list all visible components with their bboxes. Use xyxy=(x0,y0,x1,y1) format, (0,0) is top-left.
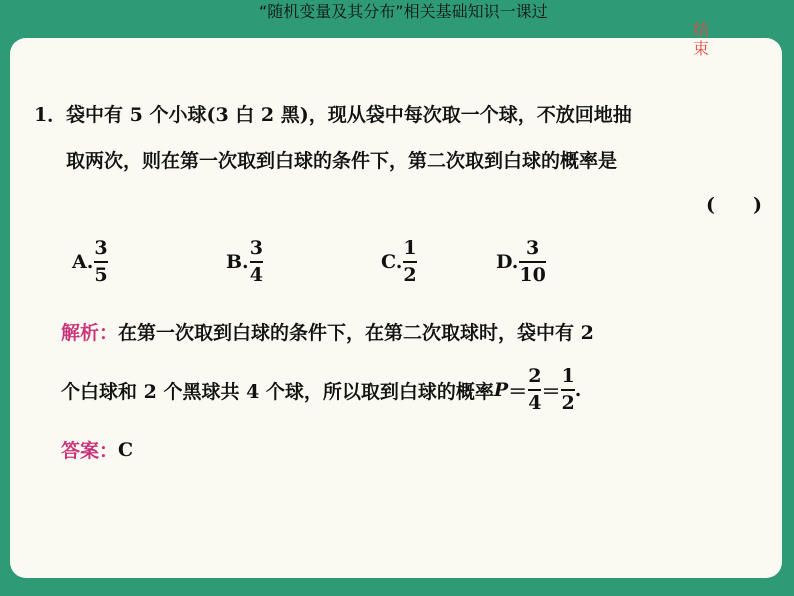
option-d-label: D. xyxy=(496,251,519,273)
frac2-denominator: 2 xyxy=(561,392,575,414)
option-a-denominator: 5 xyxy=(94,264,108,286)
fraction-bar xyxy=(528,389,541,391)
slide-title: “随机变量及其分布”相关基础知识一课过 xyxy=(259,2,548,21)
option-c[interactable] xyxy=(381,234,417,290)
option-b-numerator: 3 xyxy=(249,237,263,259)
equals-sign: ＝ xyxy=(508,380,528,403)
analysis-text-2: 个白球和 2 个黑球共 4 个球，所以取到白球的概率 xyxy=(61,380,494,403)
answer-label: 答案： xyxy=(61,440,119,462)
option-c-label: C. xyxy=(381,251,403,273)
fraction-bar xyxy=(403,261,416,263)
analysis-line-1 xyxy=(61,318,594,345)
option-a-numerator: 3 xyxy=(94,237,108,259)
option-b[interactable] xyxy=(226,234,263,290)
analysis-label: 解析： xyxy=(61,322,119,344)
question-line-2: 取两次，则在第一次取到白球的条件下，第二次取到白球的概率是 xyxy=(66,150,618,172)
option-c-fraction xyxy=(403,238,416,286)
fraction-2-4 xyxy=(528,366,541,414)
probability-var: P xyxy=(493,379,509,401)
answer-blank: ( ) xyxy=(706,194,762,216)
question-line-1: 袋中有 5 个小球(3 白 2 黑)，现从袋中每次取一个球，不放回地抽 xyxy=(66,104,632,126)
fraction-bar xyxy=(250,261,263,263)
option-d-numerator: 3 xyxy=(526,237,540,259)
answer-value: C xyxy=(118,438,134,461)
period: . xyxy=(574,379,582,401)
equals-sign-2: ＝ xyxy=(541,380,561,403)
fraction-bar xyxy=(561,389,574,391)
answer-line xyxy=(61,436,133,463)
option-b-fraction xyxy=(250,238,263,286)
option-b-denominator: 4 xyxy=(249,264,263,286)
option-b-label: B. xyxy=(226,251,249,273)
option-a[interactable] xyxy=(72,234,108,290)
analysis-text-1: 在第一次取到白球的条件下，在第二次取球时，袋中有 2 xyxy=(118,322,594,344)
option-d[interactable] xyxy=(496,234,546,290)
option-c-denominator: 2 xyxy=(403,264,417,286)
option-d-denominator: 10 xyxy=(519,264,546,286)
option-a-fraction xyxy=(94,238,107,286)
option-d-fraction xyxy=(519,238,545,286)
frac2-numerator: 1 xyxy=(561,365,575,387)
option-a-label: A. xyxy=(72,251,94,273)
fraction-1-2 xyxy=(561,366,574,414)
question-number: 1． xyxy=(34,104,67,126)
fraction-bar xyxy=(94,261,107,263)
fraction-bar xyxy=(519,261,545,263)
frac1-denominator: 4 xyxy=(528,392,542,414)
frac1-numerator: 2 xyxy=(528,365,542,387)
option-c-numerator: 1 xyxy=(403,237,417,259)
analysis-line-2 xyxy=(61,362,581,418)
end-button[interactable]: 结束 xyxy=(692,20,709,58)
